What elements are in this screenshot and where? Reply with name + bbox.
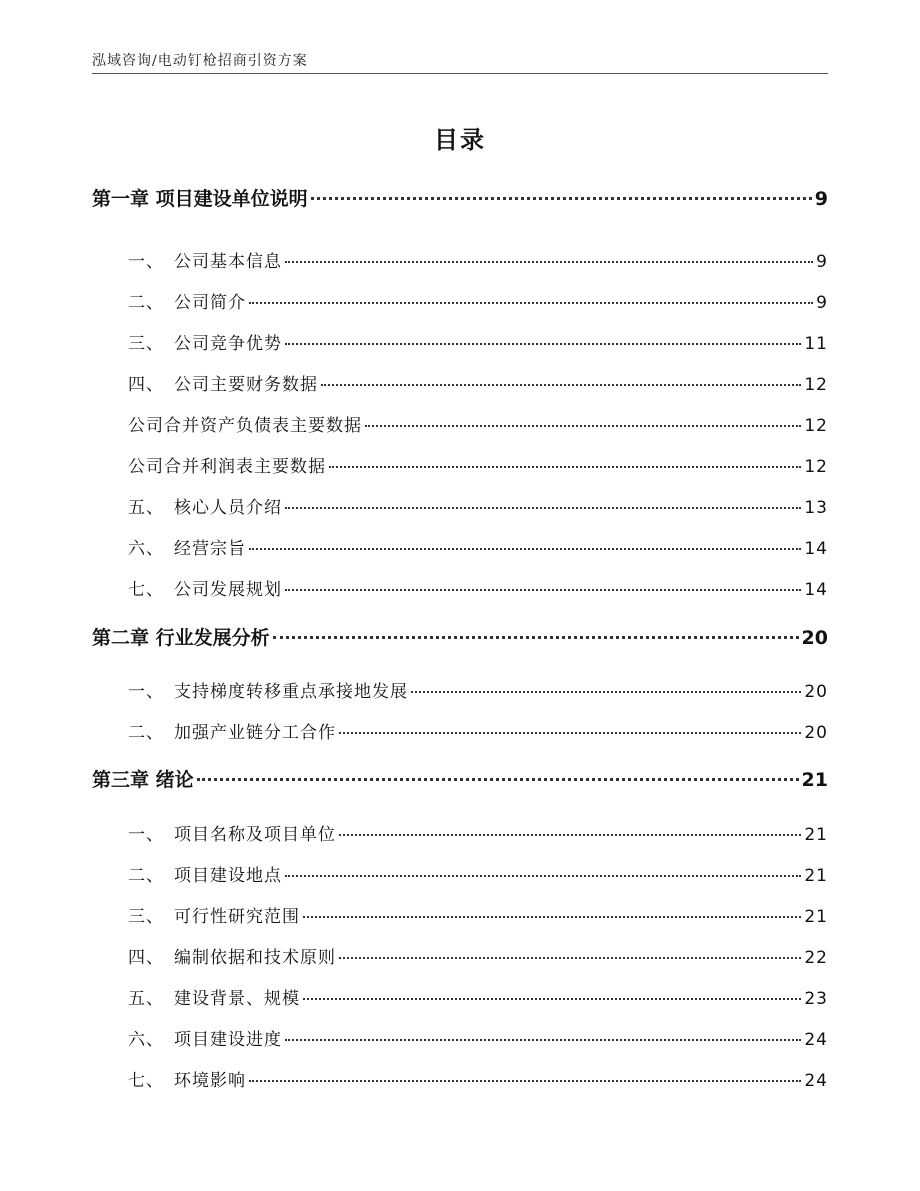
dot-leader <box>249 1080 801 1082</box>
toc-page-number: 9 <box>816 252 828 272</box>
toc-number: 三、 <box>128 334 164 354</box>
dot-leader <box>339 834 801 836</box>
toc-label: 环境影响 <box>174 1071 246 1091</box>
toc-page-number: 21 <box>804 825 828 845</box>
toc-page-number: 13 <box>804 498 828 518</box>
toc-entry[interactable] <box>92 534 828 559</box>
toc-label: 编制依据和技术原则 <box>174 948 336 968</box>
toc-page-number: 14 <box>804 580 828 600</box>
toc-entry[interactable] <box>92 575 828 600</box>
dot-leader <box>273 636 799 639</box>
toc-number: 六、 <box>128 539 164 559</box>
toc-page-number: 24 <box>804 1030 828 1050</box>
toc-label: 公司竞争优势 <box>174 334 282 354</box>
toc-page-number: 12 <box>804 457 828 477</box>
toc-entry[interactable] <box>92 820 828 845</box>
toc-label: 项目建设地点 <box>174 866 282 886</box>
toc-entry[interactable] <box>92 984 828 1009</box>
toc-number: 二、 <box>128 293 164 313</box>
dot-leader <box>285 507 801 509</box>
dot-leader <box>285 343 801 345</box>
toc-chapter-2[interactable] <box>92 623 828 650</box>
toc-entry[interactable] <box>92 943 828 968</box>
toc-number: 四、 <box>128 948 164 968</box>
toc-entry[interactable] <box>92 411 828 436</box>
toc-label: 第一章 项目建设单位说明 <box>92 188 308 210</box>
toc-entry[interactable] <box>92 370 828 395</box>
toc-entry[interactable] <box>92 718 828 743</box>
toc-label: 第二章 行业发展分析 <box>92 627 270 649</box>
dot-leader <box>285 1039 801 1041</box>
dot-leader <box>303 998 801 1000</box>
toc-label: 可行性研究范围 <box>174 907 300 927</box>
dot-leader <box>411 691 801 693</box>
dot-leader <box>339 957 801 959</box>
page-title: 目录 <box>434 126 486 154</box>
toc-page-number: 21 <box>804 907 828 927</box>
toc-chapter-3[interactable] <box>92 765 828 792</box>
toc-page-number: 9 <box>814 188 828 210</box>
toc-entry[interactable] <box>92 861 828 886</box>
toc-label: 支持梯度转移重点承接地发展 <box>174 682 408 702</box>
toc-chapter-1[interactable] <box>92 184 828 211</box>
toc-label: 建设背景、规模 <box>174 989 300 1009</box>
toc-entry[interactable] <box>92 1025 828 1050</box>
toc-label: 公司主要财务数据 <box>174 375 318 395</box>
toc-label: 公司发展规划 <box>174 580 282 600</box>
dot-leader <box>365 425 801 427</box>
toc-page-number: 22 <box>804 948 828 968</box>
toc-label: 项目建设进度 <box>174 1030 282 1050</box>
toc-entry[interactable] <box>92 288 828 313</box>
toc-label: 第三章 绪论 <box>92 769 194 791</box>
toc-number: 一、 <box>128 682 164 702</box>
toc-entry[interactable] <box>92 452 828 477</box>
toc-number: 二、 <box>128 866 164 886</box>
toc-label: 核心人员介绍 <box>174 498 282 518</box>
dot-leader <box>321 384 801 386</box>
toc-number: 二、 <box>128 723 164 743</box>
toc-label: 公司合并利润表主要数据 <box>128 457 326 477</box>
toc-label: 项目名称及项目单位 <box>174 825 336 845</box>
toc-page-number: 24 <box>804 1071 828 1091</box>
dot-leader <box>311 197 812 200</box>
toc-number: 七、 <box>128 1071 164 1091</box>
toc-number: 七、 <box>128 580 164 600</box>
toc-entry[interactable] <box>92 329 828 354</box>
toc-page-number: 14 <box>804 539 828 559</box>
toc-page-number: 21 <box>801 769 828 791</box>
toc-page-number: 23 <box>804 989 828 1009</box>
toc-entry[interactable] <box>92 902 828 927</box>
toc-number: 五、 <box>128 498 164 518</box>
toc-number: 一、 <box>128 252 164 272</box>
dot-leader <box>339 732 801 734</box>
toc-entry[interactable] <box>92 493 828 518</box>
toc-label: 经营宗旨 <box>174 539 246 559</box>
toc-page-number: 20 <box>804 723 828 743</box>
toc-number: 五、 <box>128 989 164 1009</box>
toc-entry[interactable] <box>92 677 828 702</box>
toc-page-number: 12 <box>804 375 828 395</box>
table-of-contents <box>92 0 828 1191</box>
toc-page-number: 21 <box>804 866 828 886</box>
toc-number: 六、 <box>128 1030 164 1050</box>
toc-page-number: 11 <box>804 334 828 354</box>
dot-leader <box>249 302 813 304</box>
toc-entry[interactable] <box>92 1066 828 1091</box>
toc-number: 一、 <box>128 825 164 845</box>
toc-page-number: 20 <box>804 682 828 702</box>
toc-page-number: 12 <box>804 416 828 436</box>
dot-leader <box>249 548 801 550</box>
dot-leader <box>329 466 801 468</box>
dot-leader <box>285 261 813 263</box>
toc-label: 公司合并资产负债表主要数据 <box>128 416 362 436</box>
dot-leader <box>285 589 801 591</box>
toc-number: 三、 <box>128 907 164 927</box>
toc-number: 四、 <box>128 375 164 395</box>
toc-label: 公司基本信息 <box>174 252 282 272</box>
toc-label: 加强产业链分工合作 <box>174 723 336 743</box>
dot-leader <box>197 778 799 781</box>
running-header: 泓域咨询/电动钉枪招商引资方案 <box>92 53 308 69</box>
toc-page-number: 20 <box>801 627 828 649</box>
toc-label: 公司简介 <box>174 293 246 313</box>
toc-page-number: 9 <box>816 293 828 313</box>
dot-leader <box>303 916 801 918</box>
toc-entry[interactable] <box>92 247 828 272</box>
dot-leader <box>285 875 801 877</box>
